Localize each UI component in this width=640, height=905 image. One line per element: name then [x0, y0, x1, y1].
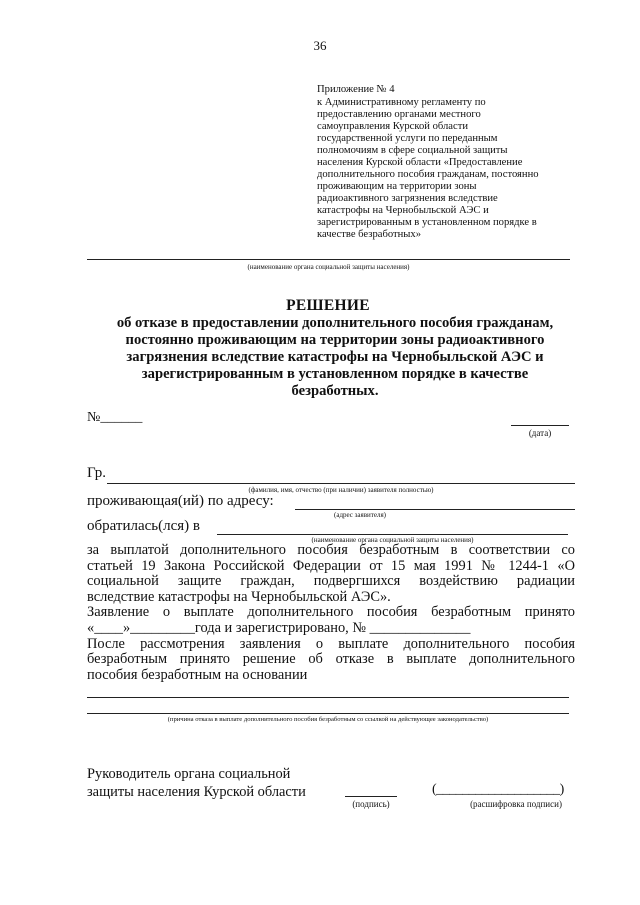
subtitle-line: загрязнения вследствие катастрофы на Чернобыльской АЭС и [126, 349, 544, 365]
subtitle-line: постоянно проживающим на территории зоны радиоактивного [125, 332, 545, 348]
appendix-line: самоуправления Курской области [317, 121, 469, 132]
page-number: 36 [313, 38, 327, 53]
signatory-title [87, 765, 306, 801]
appendix-line: дополнительного пособия гражданам, постоянно [317, 169, 539, 180]
reason-line-1[interactable] [87, 697, 569, 698]
applied-line[interactable] [217, 534, 568, 535]
signature-caption: (подпись) [352, 799, 390, 809]
appendix-line: населения Курской области «Предоставление [317, 157, 523, 168]
paragraph-line: статьей 19 Закона Российской Федерации от 15 мая 1991 № 1244-1 «О [87, 557, 575, 574]
paragraph-line[interactable]: «____»_________года и зарегистрировано, № ______________ [87, 619, 471, 636]
address-line[interactable] [295, 509, 575, 510]
appendix-line: государственной услуги по переданным [317, 133, 498, 144]
paragraph-payment [87, 543, 575, 683]
appendix-line: катастрофы на Чернобыльской АЭС и [317, 205, 489, 216]
address-caption: (адрес заявителя) [334, 511, 386, 519]
applied-label: обратилась(лся) в [87, 518, 200, 534]
appendix-line: к Административному регламенту по [317, 97, 486, 108]
paragraph-line: После рассмотрения заявления о выплате дополнительного пособия [87, 635, 575, 652]
address-label: проживающая(ий) по адресу: [87, 493, 274, 509]
paragraph-line: пособия безработным на основании [87, 666, 308, 683]
appendix-line: проживающим на территории зоны [317, 181, 477, 192]
paragraph-line: вследствие катастрофы на Чернобыльской АЭС». [87, 588, 391, 605]
reason-caption: (причина отказа в выплате дополнительного пособия безработным со ссылкой на действующее законодательство) [167, 716, 489, 723]
applied-caption: (наименование органа социальной защиты населения) [311, 536, 474, 544]
signature-decoding-field[interactable]: (___________________) [432, 782, 564, 797]
signatory-line: защиты населения Курской области [87, 784, 306, 800]
org-name-caption: (наименование органа социальной защиты населения) [247, 263, 410, 271]
paragraph-line: за выплатой дополнительного пособия безработным в соответствии со [87, 542, 575, 558]
subtitle-line: об отказе в предоставлении дополнительного пособия гражданам, [116, 315, 554, 331]
appendix-line: радиоактивного загрязнения вследствие [317, 193, 498, 204]
decoding-caption: (расшифровка подписи) [470, 799, 562, 809]
paragraph-line: Заявление о выплате дополнительного пособия безработным принято [87, 604, 575, 621]
appendix-block [317, 84, 577, 241]
subtitle-line: безработных. [291, 383, 379, 399]
paragraph-line: социальной защите граждан, подвергшихся воздействию радиации [87, 573, 575, 590]
subtitle-line: зарегистрированным в установленном порядке в качестве [141, 366, 529, 382]
appendix-line: качестве безработных» [317, 229, 422, 240]
appendix-line: предоставлению органами местного [317, 109, 481, 120]
decision-title: РЕШЕНИЕ [286, 297, 370, 314]
signature-line[interactable] [345, 796, 397, 797]
citizen-line[interactable] [107, 483, 575, 484]
date-line[interactable] [511, 425, 569, 426]
decision-number[interactable]: №______ [87, 410, 143, 425]
reason-line-2[interactable] [87, 713, 569, 714]
appendix-title: Приложение № 4 [317, 84, 395, 95]
paragraph-line: безработным принято решение об отказе в выплате дополнительного [87, 651, 575, 668]
date-caption: (дата) [528, 428, 552, 438]
appendix-line: полномочиям в сфере социальной защиты [317, 145, 508, 156]
signatory-line: Руководитель органа социальной [87, 766, 291, 782]
decision-subtitle [90, 315, 580, 400]
citizen-label: Гр. [87, 465, 106, 481]
citizen-caption: (фамилия, имя, отчество (при наличии) заявителя полностью) [248, 486, 434, 494]
org-name-line[interactable] [87, 259, 570, 260]
appendix-line: зарегистрированным в установленном порядке в [317, 217, 537, 228]
